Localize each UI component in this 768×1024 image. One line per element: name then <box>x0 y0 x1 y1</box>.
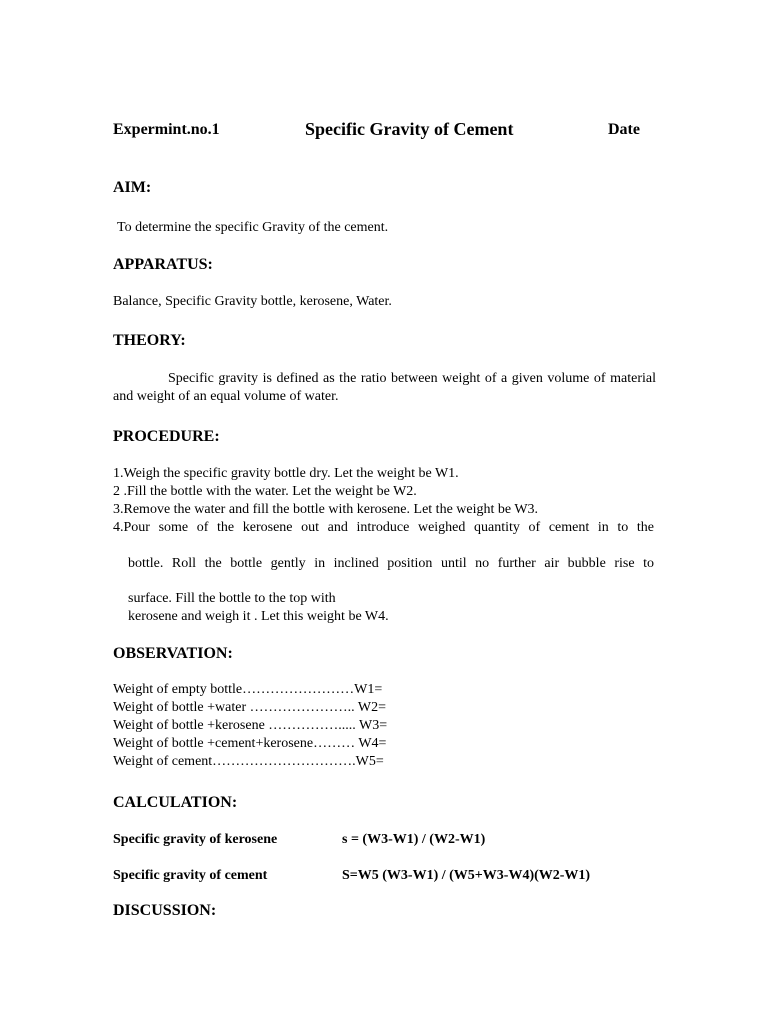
date-label: Date <box>608 121 640 138</box>
observation-row: Weight of empty bottle……………………W1= <box>113 682 383 697</box>
calc-formula-kerosene: s = (W3-W1) / (W2-W1) <box>342 832 486 847</box>
procedure-step-text: 4.Pour some of the kerosene out and introduce weighed quantity of cement in to the <box>113 520 654 535</box>
procedure-step: 1.Weigh the specific gravity bottle dry. Let the weight be W1. <box>113 466 459 481</box>
aim-text: To determine the specific Gravity of the cement. <box>117 220 389 235</box>
experiment-number: Expermint.no.1 <box>113 121 220 138</box>
procedure-step: kerosene and weigh it . Let this weight be W4. <box>128 609 389 624</box>
theory-text: Specific gravity is defined as the ratio between weight of a given volume of material and weight of an equal volume of water. <box>113 371 656 404</box>
calc-formula-cement: S=W5 (W3-W1) / (W5+W3-W4)(W2-W1) <box>342 868 591 883</box>
aim-heading: AIM: <box>113 179 152 196</box>
procedure-step <box>128 555 654 573</box>
calc-label-kerosene: Specific gravity of kerosene <box>113 832 278 847</box>
procedure-step-text: bottle. Roll the bottle gently in inclined position until no further air bubble rise to <box>128 556 654 571</box>
calc-label-cement: Specific gravity of cement <box>113 868 268 883</box>
procedure-step: 2 .Fill the bottle with the water. Let the weight be W2. <box>113 484 417 499</box>
apparatus-text: Balance, Specific Gravity bottle, kerosene, Water. <box>113 294 392 309</box>
discussion-heading: DISCUSSION: <box>113 902 217 919</box>
procedure-step: 3.Remove the water and fill the bottle with kerosene. Let the weight be W3. <box>113 502 539 517</box>
page-title: Specific Gravity of Cement <box>305 119 514 139</box>
procedure-heading: PROCEDURE: <box>113 428 220 445</box>
calculation-heading: CALCULATION: <box>113 794 238 811</box>
apparatus-heading: APPARATUS: <box>113 256 213 273</box>
observation-row: Weight of bottle +water ………………….. W2= <box>113 700 386 715</box>
theory-heading: THEORY: <box>113 332 186 349</box>
observation-heading: OBSERVATION: <box>113 645 233 662</box>
observation-row: Weight of bottle +cement+kerosene……… W4= <box>113 736 387 751</box>
observation-row: Weight of bottle +kerosene ……………..... W3= <box>113 718 388 733</box>
procedure-step: surface. Fill the bottle to the top with <box>128 591 336 606</box>
procedure-step <box>113 519 654 537</box>
observation-row: Weight of cement………………………….W5= <box>113 754 384 769</box>
